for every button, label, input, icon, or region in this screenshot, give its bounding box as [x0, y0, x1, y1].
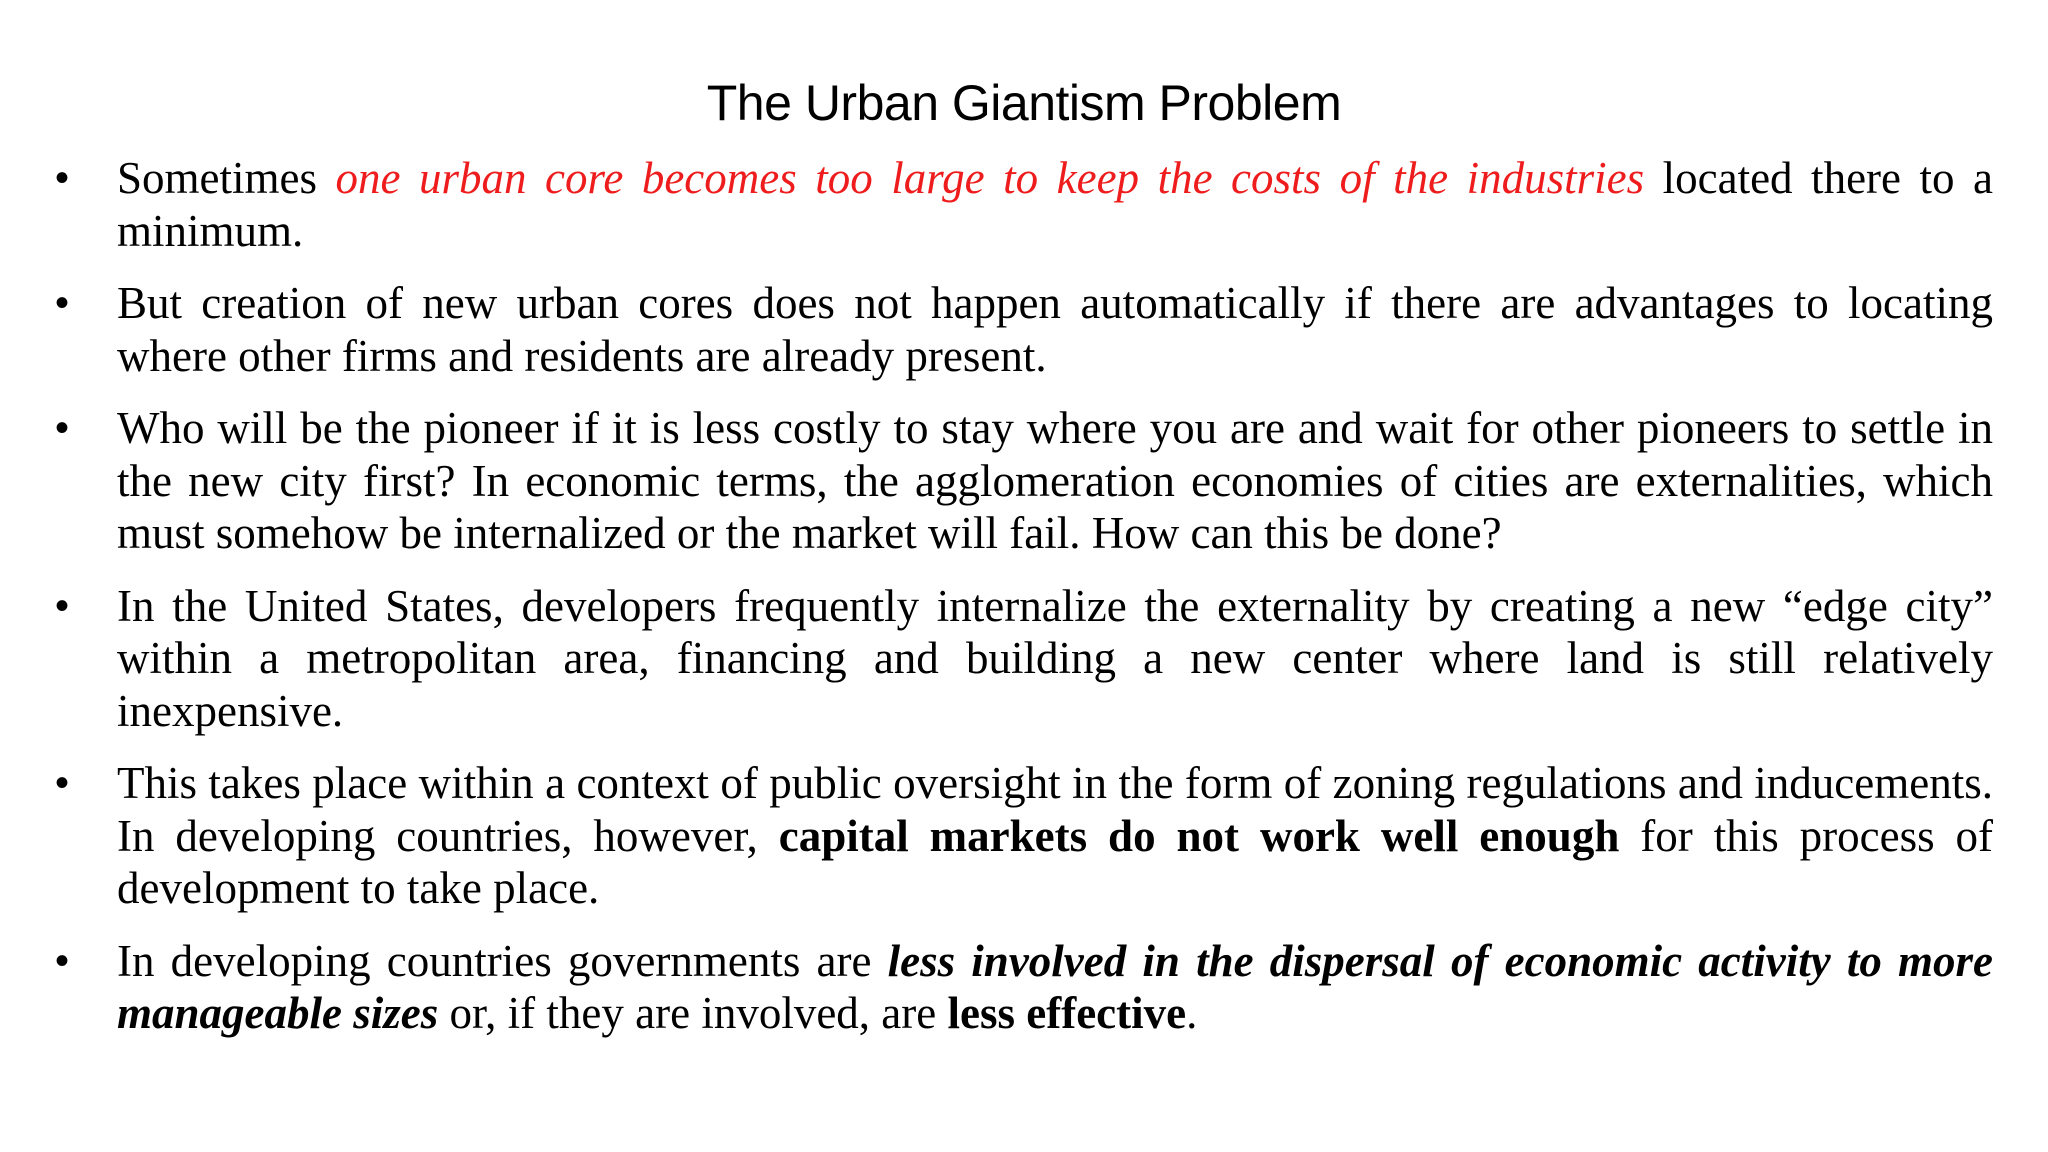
bold-phrase: less effective [947, 988, 1187, 1038]
bullet-text: But creation of new urban cores does not happen automatically if there are advantages to locating where other firms and residents are already present. [117, 278, 1993, 381]
bullet-item-edge-city [55, 580, 1993, 738]
bullet-item-governments [55, 935, 1994, 1040]
bold-phrase: capital markets do not work well enough [778, 810, 1620, 861]
bullet-dot-icon: • [55, 761, 70, 805]
bullet-dot-icon: • [55, 156, 70, 200]
bullet-dot-icon: • [55, 406, 70, 450]
bold-italic-phrase: less involved in the dispersal of economic activity to more manageable sizes [117, 935, 1994, 1038]
bullet-dot-icon: • [55, 281, 70, 325]
bullet-text: In the United States, developers frequently internalize the externality by creating a new “edge city” within a metropolitan area, financing and building a new center where land is still relatively inexpensive. [117, 580, 1993, 736]
bullet-item-urban-core [55, 152, 1993, 257]
bullet-text: located there to a minimum. [117, 153, 1993, 256]
bullet-text: Sometimes [117, 153, 336, 203]
bullet-text: In developing countries governments are [117, 935, 888, 986]
bullet-text: . [1186, 988, 1198, 1038]
bullet-item-pioneer [55, 402, 1993, 560]
bullet-item-new-cores [55, 277, 1993, 382]
bullet-text: This takes place within a context of public oversight in the form of zoning regulations and inducements. In developing countries, however, [117, 758, 1993, 861]
bullet-text: or, if they are involved, are [438, 988, 948, 1038]
bullet-text: for this process of development to take place. [117, 810, 1994, 913]
bullet-dot-icon: • [55, 938, 70, 983]
bullet-dot-icon: • [55, 583, 70, 628]
bullet-item-public-oversight [55, 757, 1994, 915]
slide-title: The Urban Giantism Problem [706, 75, 1342, 131]
bullet-list [0, 152, 2048, 1060]
bullet-text: Who will be the pioneer if it is less costly to stay where you are and wait for other pioneers to settle in the new city first? In economic terms, the agglomeration economies of cities are externalities, which must somehow be internalized or the market will fail. How can this be done? [117, 403, 1993, 558]
highlighted-phrase: one urban core becomes too large to keep the costs of the industries [335, 153, 1645, 203]
